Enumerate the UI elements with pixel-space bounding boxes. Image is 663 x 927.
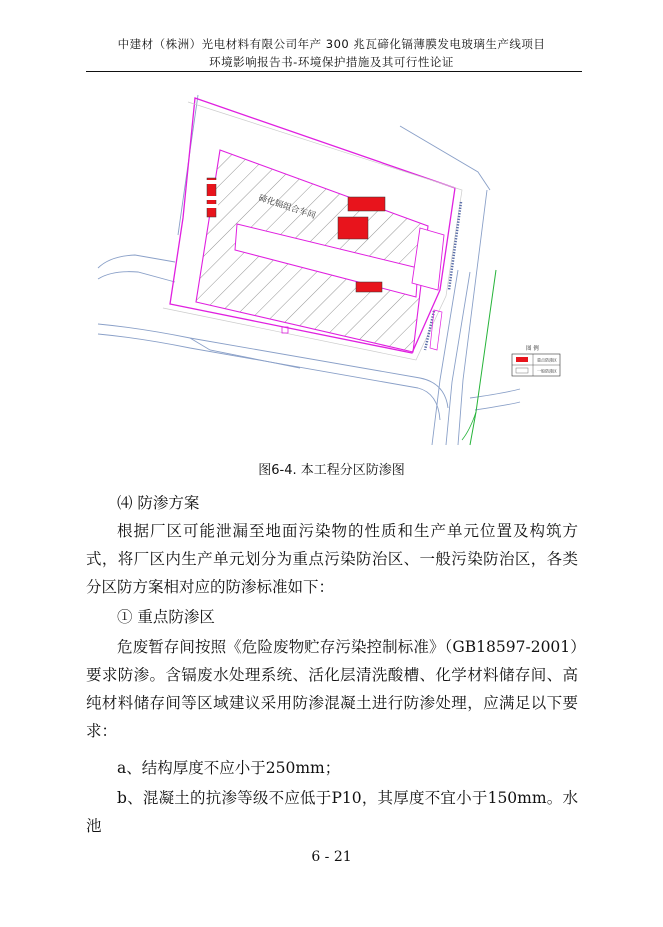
figure-caption: 图6-4. 本工程分区防渗图: [258, 463, 405, 478]
building-label: 碲化镉组合车间: [257, 193, 317, 222]
legend-title: 图 例: [526, 346, 539, 352]
key-zone-wastewater: [338, 217, 368, 239]
site-plan-figure: [96, 94, 566, 446]
legend-swatch-key: [516, 357, 528, 362]
section-heading: ⑷ 防渗方案: [117, 494, 200, 512]
document-header-subtitle: 环境影响报告书-环境保护措施及其可行性论证: [209, 55, 454, 69]
document-header-title: 中建材（株洲）光电材料有限公司年产 300 兆瓦碲化镉薄膜发电玻璃生产线项目: [117, 37, 546, 51]
paragraph-intro: 根据厂区可能泄漏至地面污染物的性质和生产单元位置及构筑方式，将厂区内生产单元划分为重点污染防治区、一般污染防治区，各类分区防方案相对应的防渗标准如下：: [86, 522, 578, 596]
list-item-b: b、混凝土的抗渗等级不应低于P10，其厚度不宜小于150mm。水池: [86, 789, 578, 835]
legend-swatch-general: [516, 368, 528, 373]
page-number: 6 - 21: [311, 849, 352, 865]
subheading-key-zone: ① 重点防渗区: [117, 608, 215, 626]
legend: [512, 344, 560, 376]
legend-label-key: 重点防渗区: [537, 357, 557, 363]
paragraph-key-zone: 危废暂存间按照《危险废物贮存污染控制标准》（GB18597-2001）要求防渗。含镉废水处理系统、活化层清洗酸槽、化学材料储存间、高纯材料储存间等区域建议采用防渗混凝土进行防渗处理，应满足以下要求：: [86, 638, 578, 740]
key-zone-acid-tank: [356, 282, 382, 292]
header-divider: [86, 71, 582, 72]
legend-label-general: 一般防渗区: [537, 368, 557, 374]
list-item-a: a、结构厚度不应小于250mm；: [117, 759, 341, 777]
entrance-island: [430, 310, 442, 350]
key-zone-chemical-store: [348, 197, 385, 211]
